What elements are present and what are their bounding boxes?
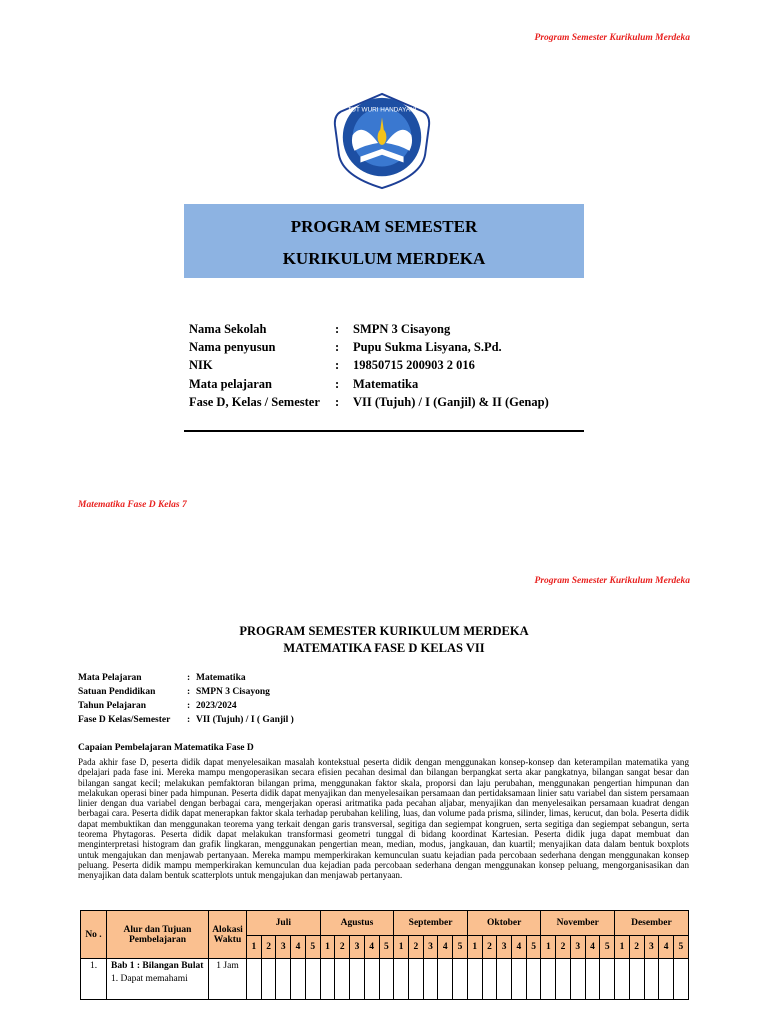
month-header: Agustus — [320, 911, 394, 936]
week-header: 5 — [305, 936, 320, 959]
week-cell — [320, 959, 335, 1000]
week-cell — [335, 959, 350, 1000]
info-row: Satuan Pendidikan : SMPN 3 Cisayong — [78, 687, 270, 697]
week-cell — [526, 959, 541, 1000]
week-header: 3 — [497, 936, 512, 959]
month-header: Desember — [615, 911, 689, 936]
week-header: 5 — [526, 936, 541, 959]
cover-divider — [184, 430, 584, 432]
week-cell — [673, 959, 688, 1000]
page2-info — [78, 671, 294, 727]
cover-title-line2: KURIKULUM MERDEKA — [282, 249, 486, 268]
cover-title-line1: PROGRAM SEMESTER — [290, 217, 478, 236]
week-header: 1 — [467, 936, 482, 959]
week-cell — [350, 959, 365, 1000]
week-cell — [305, 959, 320, 1000]
week-cell — [600, 959, 615, 1000]
week-cell — [364, 959, 379, 1000]
week-cell — [291, 959, 306, 1000]
row-alur: Bab 1 : Bilangan Bulat 1. Dapat memahami — [107, 959, 209, 1000]
week-cell — [467, 959, 482, 1000]
week-cell — [541, 959, 556, 1000]
identity-row: Nama penyusun : Pupu Sukma Lisyana, S.Pd. — [189, 339, 502, 354]
week-cell — [453, 959, 468, 1000]
week-header: 2 — [335, 936, 350, 959]
week-cell — [408, 959, 423, 1000]
week-cell — [512, 959, 527, 1000]
week-header: 5 — [600, 936, 615, 959]
week-cell — [438, 959, 453, 1000]
info-row: Tahun Pelajaran : 2023/2024 — [78, 701, 237, 711]
identity-row: Nama Sekolah : SMPN 3 Cisayong — [189, 321, 451, 336]
cp-heading: Capaian Pembelajaran Matematika Fase D — [78, 743, 254, 753]
col-alur-header: Alur dan Tujuan Pembelajaran — [107, 911, 209, 959]
page2-title: PROGRAM SEMESTER KURIKULUM MERDEKA MATEMATIKA FASE D KELAS VII — [239, 624, 529, 655]
week-cell — [659, 959, 674, 1000]
week-header: 2 — [482, 936, 497, 959]
week-cell — [261, 959, 276, 1000]
week-header: 3 — [350, 936, 365, 959]
week-header: 4 — [438, 936, 453, 959]
tut-wuri-handayani-logo-icon — [333, 92, 431, 190]
col-no-header: No . — [81, 911, 107, 959]
week-header: 2 — [261, 936, 276, 959]
week-cell — [482, 959, 497, 1000]
page-footer: Matematika Fase D Kelas 7 — [78, 500, 187, 510]
cp-paragraph: Pada akhir fase D, peserta didik dapat menyelesaikan masalah kontekstual peserta didik dengan menggunakan konsep-konsep dan keterampilan matematika yang dpelajari pada fase ini. Mereka mampu mengoperasikan secara efisien pecahan desimal dan bilangan berpangkat serta akar pangkatnya, bilangan sangat besar dan bilangan sangat kecil; melakukan pemfaktoran bilangan prima, menggunakan faktor skala, proporsi dan laju perubahan, menggunakan pengertian himpunan dan melakukan operasi biner pada himpunan. Peserta didik dapat menyajikan dan menyelesaikan persamaan dan pertidaksamaan linier satu variabel dan sistem persamaan linier dengan dua variabel dengan berbagai cara, mengerjakan operasi aritmatika pada pecahan aljabar, menyajikan dan menyelesaikan persamaan kuadrat dengan berbagai cara. Peserta didik dapat menerapkan faktor skala terhadap perubahan keliling, luas, dan volume pada prisma, silinder, limas, kerucut, dan bola. Peserta didik dapat membuktikan dan menggunakan teorema yang terkait dengan garis transversal, segitiga dan segiempat kongruen, serta segitiga dan segiempat sebangun, serta teorema Phytagoras. Peserta didik dapat melakukan transformasi geometri tunggal di bidang koordinat Kartesian. Peserta didik juga dapat membuat dan menginterpretasi histogram dan grafik lingkaran, menggunakan pengertian mean, median, modus, jangkauan, dan kuartil; menyajikan data dalam bentuk boxplots untuk mengajukan dan menjawab pertanyaan. Mereka mampu memperkirakan kemunculan suatu kejadian pada percobaan sederhana dengan menggunakan konsep peluang. Peserta didik mampu memperkirakan kemunculan dua kejadian pada percobaan sederhana dengan menggunakan konsep peluang, mengorganisasikan dan menyajikan data dalam bentuk scatterplots untuk mengajukan dan menjawab pertanyaan. — [78, 757, 689, 881]
week-header: 4 — [512, 936, 527, 959]
identity-row: Mata pelajaran : Matematika — [189, 376, 419, 391]
week-cell — [556, 959, 571, 1000]
week-header: 3 — [276, 936, 291, 959]
week-header: 1 — [394, 936, 409, 959]
cover-identity — [189, 320, 549, 411]
week-header: 1 — [541, 936, 556, 959]
week-header: 5 — [673, 936, 688, 959]
week-cell — [644, 959, 659, 1000]
week-cell — [497, 959, 512, 1000]
month-header: Oktober — [467, 911, 541, 936]
month-header: November — [541, 911, 615, 936]
week-header: 3 — [570, 936, 585, 959]
month-header: Juli — [247, 911, 321, 936]
week-cell — [394, 959, 409, 1000]
week-header: 1 — [247, 936, 262, 959]
week-cell — [379, 959, 394, 1000]
week-cell — [615, 959, 630, 1000]
identity-row: NIK : 19850715 200903 2 016 — [189, 358, 475, 373]
week-header: 5 — [379, 936, 394, 959]
semester-table — [80, 910, 689, 1000]
page-header: Program Semester Kurikulum Merdeka — [534, 576, 690, 586]
info-row: Mata Pelajaran : Matematika — [78, 673, 246, 683]
week-header: 1 — [320, 936, 335, 959]
cover-title-box — [184, 204, 584, 278]
week-header: 4 — [659, 936, 674, 959]
page-header: Program Semester Kurikulum Merdeka — [534, 33, 690, 43]
week-header: 3 — [423, 936, 438, 959]
row-no: 1. — [81, 959, 107, 1000]
week-header: 2 — [629, 936, 644, 959]
info-row: Fase D Kelas/Semester : VII (Tujuh) / I ( Ganjil ) — [78, 715, 294, 725]
identity-row: Fase D, Kelas / Semester : VII (Tujuh) / I (Ganjil) & II (Genap) — [189, 394, 549, 409]
week-cell — [276, 959, 291, 1000]
week-cell — [247, 959, 262, 1000]
week-header: 4 — [364, 936, 379, 959]
week-header: 3 — [644, 936, 659, 959]
week-header: 2 — [556, 936, 571, 959]
week-cell — [570, 959, 585, 1000]
week-cell — [629, 959, 644, 1000]
month-header: September — [394, 911, 468, 936]
svg-text:TUT WURI HANDAYANI: TUT WURI HANDAYANI — [347, 106, 417, 114]
week-header: 5 — [453, 936, 468, 959]
week-header: 1 — [615, 936, 630, 959]
week-cell — [585, 959, 600, 1000]
week-header: 2 — [408, 936, 423, 959]
week-header: 4 — [585, 936, 600, 959]
col-alokasi-header: Alokasi Waktu — [209, 911, 247, 959]
week-cell — [423, 959, 438, 1000]
row-alokasi: 1 Jam — [209, 959, 247, 1000]
week-header: 4 — [291, 936, 306, 959]
